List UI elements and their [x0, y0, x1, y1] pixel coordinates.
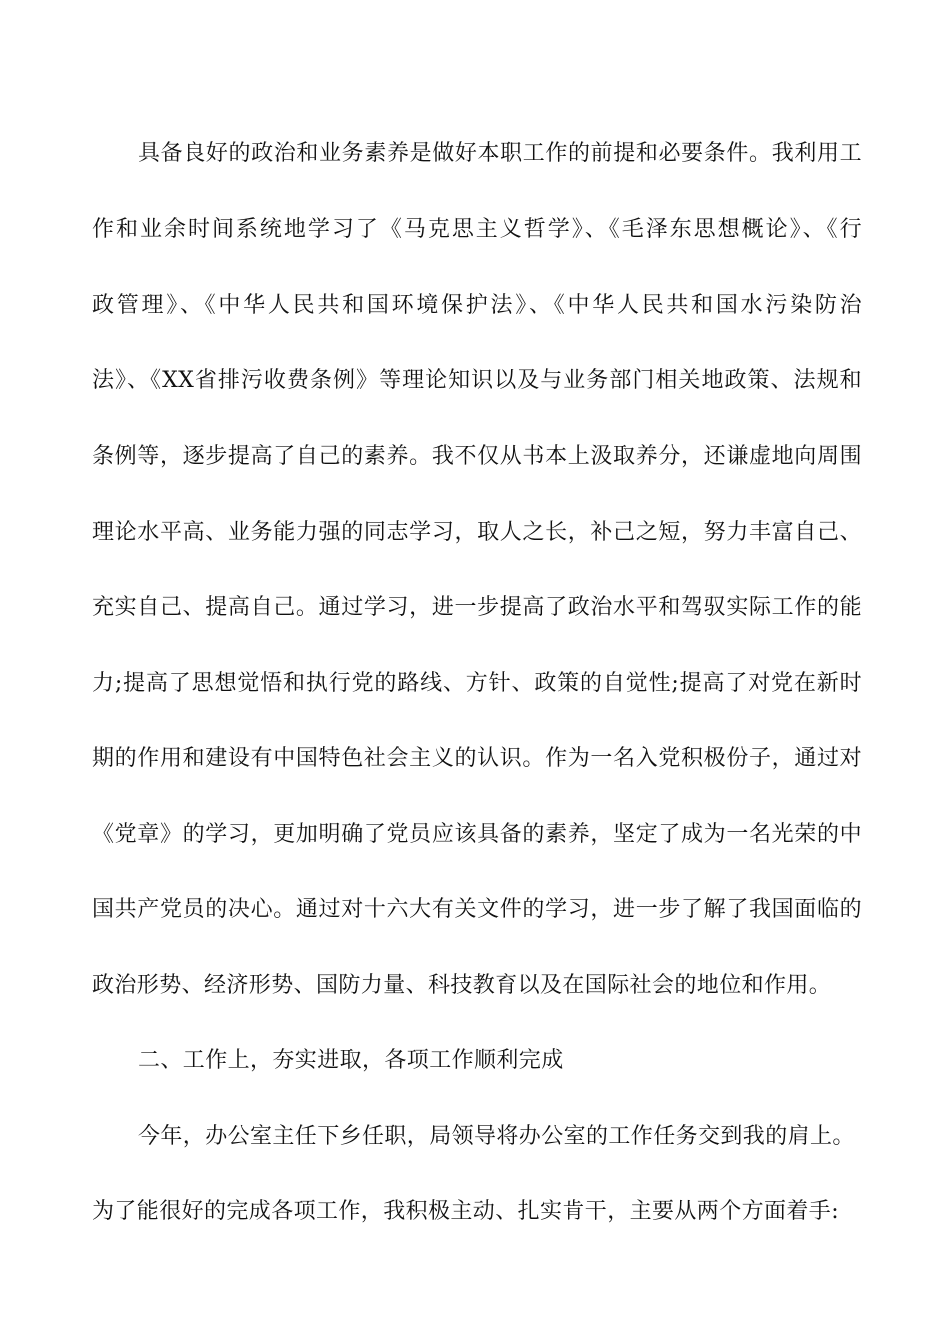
- paragraph-1-line-9: 期的作用和建设有中国特色社会主义的认识。作为一名入党积极份子，通过对: [92, 746, 862, 771]
- paragraph-2-line-2: 为了能很好的完成各项工作，我积极主动、扎实肯干，主要从两个方面着手:: [92, 1199, 840, 1224]
- paragraph-1-line-4: 法》、《XX省排污收费条例》等理论知识以及与业务部门相关地政策、法规和: [92, 368, 862, 393]
- section-heading: 二、工作上，夯实进取，各项工作顺利完成: [138, 1048, 564, 1073]
- paragraph-1-line-8: 力;提高了思想觉悟和执行党的路线、方针、政策的自觉性;提高了对党在新时: [92, 671, 862, 696]
- paragraph-1-line-11: 国共产党员的决心。通过对十六大有关文件的学习，进一步了解了我国面临的: [92, 897, 862, 922]
- paragraph-1-line-6: 理论水平高、业务能力强的同志学习，取人之长，补己之短，努力丰富自己、: [92, 520, 862, 545]
- paragraph-1-line-3: 政管理》、《中华人民共和国环境保护法》、《中华人民共和国水污染防治: [92, 293, 862, 318]
- paragraph-1-line-5: 条例等，逐步提高了自己的素养。我不仅从书本上汲取养分，还谦虚地向周围: [92, 444, 862, 469]
- paragraph-1-line-7: 充实自己、提高自己。通过学习，进一步提高了政治水平和驾驭实际工作的能: [92, 595, 862, 620]
- paragraph-1-line-10: 《党章》的学习，更加明确了党员应该具备的素养，坚定了成为一名光荣的中: [92, 822, 862, 847]
- paragraph-1-line-2: 作和业余时间系统地学习了《马克思主义哲学》、《毛泽东思想概论》、《行: [92, 217, 862, 242]
- paragraph-1-line-12: 政治形势、经济形势、国防力量、科技教育以及在国际社会的地位和作用。: [92, 973, 832, 998]
- paragraph-2-line-1: 今年，办公室主任下乡任职，局领导将办公室的工作任务交到我的肩上。: [138, 1124, 855, 1149]
- paragraph-1-line-1: 具备良好的政治和业务素养是做好本职工作的前提和必要条件。我利用工: [138, 141, 862, 166]
